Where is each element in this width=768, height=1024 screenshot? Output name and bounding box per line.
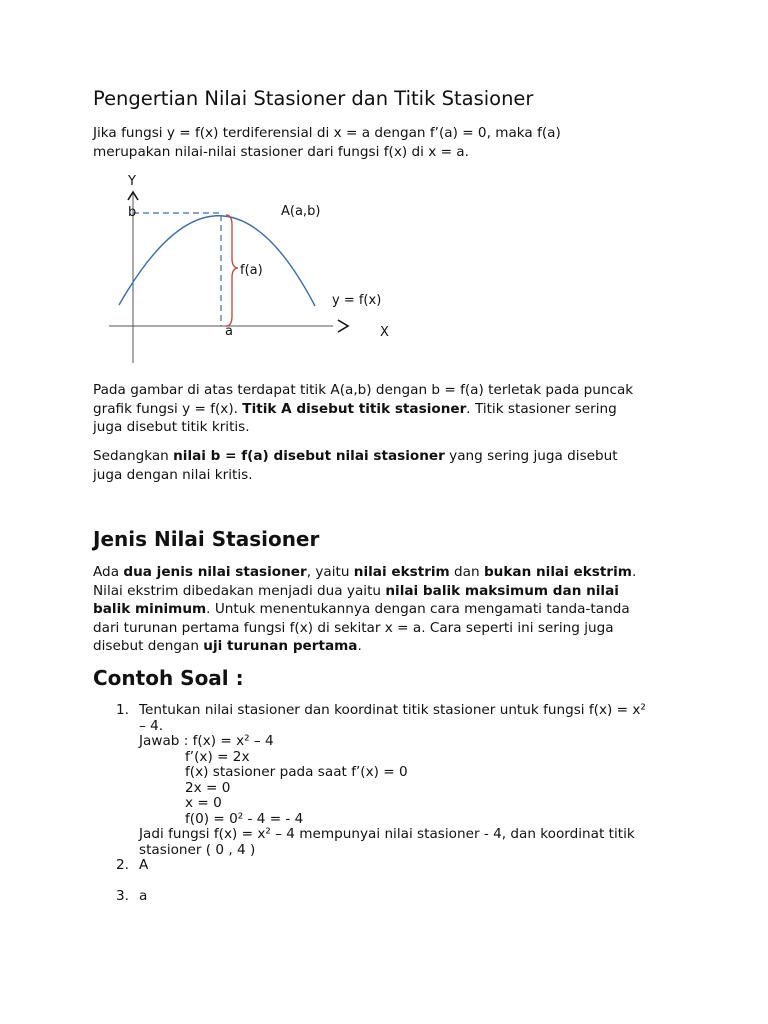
example-list <box>93 703 678 904</box>
intro-line-1: Jika fungsi y = f(x) terdiferensial di x = a dengan f’(a) = 0, maka f(a) <box>93 125 561 141</box>
b-label: b <box>128 205 137 220</box>
point-a-label: A(a,b) <box>281 204 321 219</box>
curve-y-fx <box>119 216 315 306</box>
heading-jenis-nilai-stasioner: Jenis Nilai Stasioner <box>93 527 320 551</box>
a-label: a <box>225 324 233 339</box>
list-item: 1. Tentukan nilai stasioner dan koordinat titik stasioner untuk fungsi f(x) = x² – 4. Jawab : f(x) = x² – 4 f’(x) = 2x f(x) stasioner pada saat f’(x) = 0 2x = 0 x = 0 f(0) = 0² - 4 = - 4 Jadi fungsi f(x) = x² – 4 mempunyai nilai stasioner - 4, dan koordinat titik stasioner ( 0 , 4 ) <box>116 702 646 858</box>
stationary-point-figure <box>93 168 413 368</box>
fa-brace-icon <box>226 215 238 326</box>
list-item: 2. A <box>116 857 149 873</box>
page-title: Pengertian Nilai Stasioner dan Titik Stasioner <box>93 87 534 110</box>
paragraph-jenis: Ada dua jenis nilai stasioner, yaitu nilai ekstrim dan bukan nilai ekstrim. Nilai ekstrim dibedakan menjadi dua yaitu nilai balik maksimum dan nilai balik minimum. Untuk menentukannya dengan cara mengamati tanda-tanda dari turunan pertama fungsi f(x) di sekitar x = a. Cara seperti ini sering juga disebut dengan uji turunan pertama. <box>93 564 637 654</box>
paragraph-nilai-stasioner: Sedangkan nilai b = f(a) disebut nilai stasioner yang sering juga disebut juga dengan nilai kritis. <box>93 448 618 483</box>
x-axis-label: X <box>380 325 389 340</box>
heading-contoh-soal: Contoh Soal : <box>93 666 244 690</box>
curve-label: y = f(x) <box>332 293 382 308</box>
paragraph-titik-stasioner: Pada gambar di atas terdapat titik A(a,b) dengan b = f(a) terletak pada puncak grafik fungsi y = f(x). Titik A disebut titik stasioner. Titik stasioner sering juga disebut titik kritis. <box>93 382 634 435</box>
fa-label: f(a) <box>240 263 263 278</box>
intro-paragraph <box>93 124 678 161</box>
intro-line-2: merupakan nilai-nilai stasioner dari fungsi f(x) di x = a. <box>93 143 469 160</box>
y-axis-label: Y <box>128 174 136 189</box>
x-axis-arrow-icon <box>338 320 348 332</box>
list-item: 3. a <box>116 887 148 904</box>
